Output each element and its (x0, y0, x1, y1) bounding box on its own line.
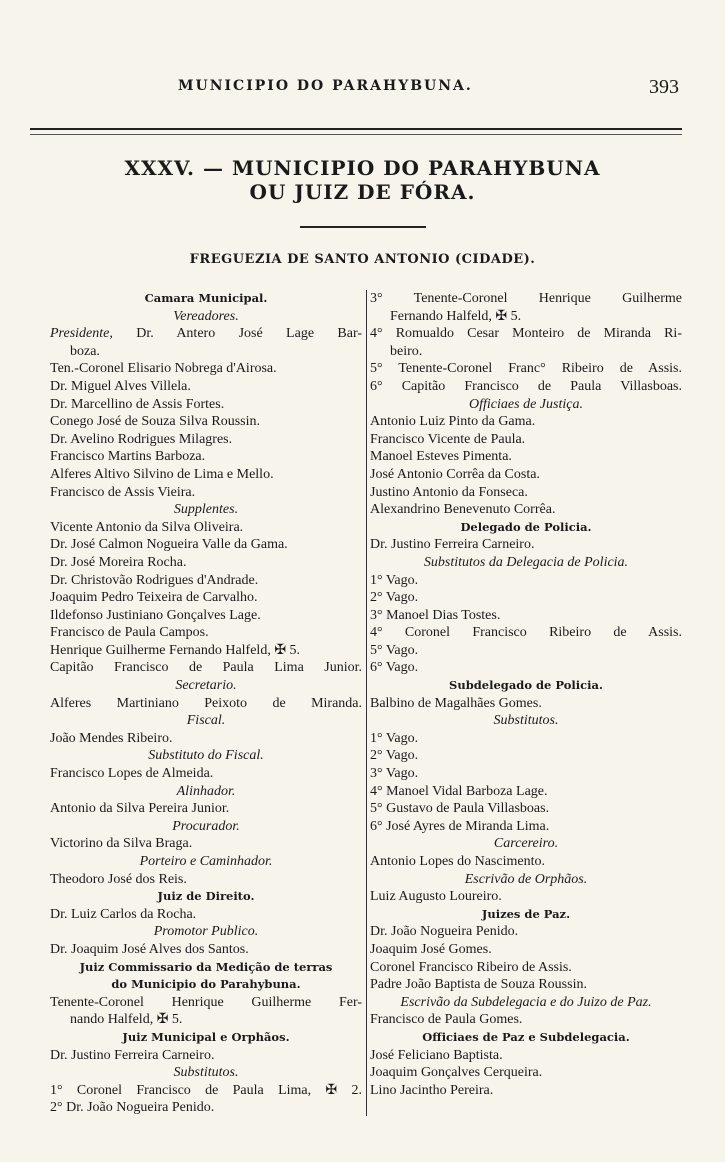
running-head (0, 76, 725, 102)
list-item: Balbino de Magalhães Gomes. (370, 695, 542, 711)
list-item: Dr. Christovão Rodrigues d'Andrade. (50, 572, 259, 588)
chapter-title-line1: XXXV. — MUNICIPIO DO PARAHYBUNA (124, 156, 601, 180)
header-double-rule (30, 128, 682, 135)
heading-juizes-paz: Juizes de Paz. (481, 906, 571, 921)
list-item: Antonio Lopes do Nascimento. (370, 854, 545, 869)
subheading-escrivao-orphaos: Escrivão de Orphãos. (464, 871, 588, 887)
list-item: Francisco de Assis Vieira. (50, 484, 196, 500)
list-item: 4° Romualdo Cesar Monteiro de Miranda Ri- (370, 326, 682, 342)
list-item-role: Presidente, (50, 326, 113, 342)
heading-delegado: Delegado de Policia. (460, 519, 592, 534)
chapter-title-line2: OU JUIZ DE FÓRA. (249, 180, 476, 204)
list-item: Alferes Martiniano Peixoto de Miranda. (50, 695, 362, 711)
list-item: 3° Manoel Dias Tostes. (370, 607, 501, 623)
list-item: Alexandrino Benevenuto Corrêa. (370, 502, 556, 518)
list-item: Joaquim José Gomes. (370, 941, 492, 957)
subheading-carcereiro: Carcereiro. (493, 836, 559, 852)
list-item: 6° Vago. (370, 660, 419, 676)
list-item: Francisco de Paula Campos. (50, 625, 209, 641)
subheading-promotor: Promotor Publico. (153, 924, 259, 940)
list-item: Vicente Antonio da Silva Oliveira. (50, 519, 244, 535)
subheading-alinhador: Alinhador. (176, 783, 236, 799)
list-item: beiro. (390, 343, 423, 359)
list-item: Dr. João Nogueira Penido. (370, 924, 519, 940)
subheading-substitutos-delegacia: Substitutos da Delegacia de Policia. (423, 554, 629, 570)
heading-juiz-municipal: Juiz Municipal e Orphãos. (122, 1029, 290, 1044)
running-head-title: MUNICIPIO DO PARAHYBUNA. (178, 78, 473, 94)
list-item: 5° Tenente-Coronel Franc° Ribeiro de Assis. (370, 361, 682, 377)
list-item: Fernando Halfeld, ✠ 5. (390, 308, 522, 324)
list-item (50, 325, 362, 343)
heading-camara-municipal: Camara Municipal. (144, 291, 268, 305)
list-item: Ildefonso Justiniano Gonçalves Lage. (50, 607, 261, 623)
subheading-substituto-fiscal: Substituto do Fiscal. (148, 748, 264, 764)
list-item: 1° Vago. (370, 572, 419, 588)
list-item: Dr. José Calmon Nogueira Valle da Gama. (50, 537, 288, 553)
list-item: José Antonio Corrêa da Costa. (370, 466, 540, 482)
list-item: Capitão Francisco de Paula Lima Junior. (50, 660, 362, 676)
subheading-officiaes-justica: Officiaes de Justiça. (469, 396, 583, 412)
heading-juiz-direito: Juiz de Direito. (157, 889, 255, 904)
list-item: 2° Vago. (370, 590, 419, 606)
left-column (50, 290, 362, 1117)
list-item: Dr. Marcellino de Assis Fortes. (50, 396, 225, 412)
list-item: Dr. Justino Ferreira Carneiro. (50, 1047, 215, 1063)
list-item: Padre João Baptista de Souza Roussin. (370, 977, 587, 993)
list-item: Dr. Avelino Rodrigues Milagres. (50, 431, 233, 447)
list-item: Francisco Vicente de Paula. (370, 431, 526, 447)
list-item: Joaquim Pedro Teixeira de Carvalho. (50, 590, 258, 606)
list-item: Coronel Francisco Ribeiro de Assis. (370, 959, 572, 975)
subheading-substitutos: Substitutos. (173, 1065, 239, 1081)
page-number: 393 (649, 76, 679, 98)
list-item: 3° Tenente-Coronel Henrique Guilherme (370, 291, 682, 306)
list-item: Francisco Martins Barboza. (50, 449, 206, 465)
subheading-supplentes: Supplentes. (173, 502, 239, 518)
list-item: nando Halfeld, ✠ 5. (70, 1012, 183, 1028)
list-item: Lino Jacintho Pereira. (370, 1082, 494, 1098)
list-item: Luiz Augusto Loureiro. (370, 889, 502, 905)
column-divider (366, 290, 367, 1116)
list-item: Dr. Joaquim José Alves dos Santos. (50, 941, 249, 957)
subheading-substitutos: Substitutos. (493, 713, 559, 729)
list-item: 2° Dr. João Nogueira Penido. (50, 1100, 215, 1116)
heading-juiz-commissario-cont: do Municipio do Parahybuna. (111, 977, 301, 992)
list-item: Theodoro José dos Reis. (50, 871, 187, 887)
subheading-porteiro: Porteiro e Caminhador. (139, 854, 273, 869)
list-item: Alferes Altivo Silvino de Lima e Mello. (50, 466, 274, 482)
list-item: 1° Vago. (370, 730, 419, 746)
section-heading: FREGUEZIA DE SANTO ANTONIO (CIDADE). (189, 252, 536, 267)
subheading-procurador: Procurador. (172, 818, 240, 834)
list-item: Dr. Luiz Carlos da Rocha. (50, 906, 197, 922)
list-item: Manoel Esteves Pimenta. (370, 449, 512, 465)
list-item: 4° Coronel Francisco Ribeiro de Assis. (370, 625, 682, 641)
list-item: Victorino da Silva Braga. (50, 836, 193, 852)
subheading-vereadores: Vereadores. (173, 308, 239, 324)
right-column (370, 290, 682, 1099)
list-item: 6° Capitão Francisco de Paula Villasboas. (370, 378, 682, 394)
list-item: Joaquim Gonçalves Cerqueira. (370, 1065, 543, 1081)
list-item: Francisco de Paula Gomes. (370, 1012, 523, 1028)
list-item: 5° Vago. (370, 642, 419, 658)
list-item: Dr. Justino Ferreira Carneiro. (370, 537, 535, 553)
list-item: 6° José Ayres de Miranda Lima. (370, 818, 550, 834)
list-item: Dr. Miguel Alves Villela. (50, 378, 191, 394)
list-item: João Mendes Ribeiro. (50, 730, 173, 746)
heading-juiz-commissario: Juiz Commissario da Medição de terras (79, 959, 333, 974)
subheading-secretario: Secretario. (175, 678, 237, 694)
list-item: Ten.-Coronel Elisario Nobrega d'Airosa. (50, 361, 277, 377)
heading-subdelegado: Subdelegado de Policia. (449, 678, 603, 693)
list-item: 1° Coronel Francisco de Paula Lima, ✠ 2. (50, 1082, 362, 1098)
list-item: Justino Antonio da Fonseca. (370, 484, 528, 500)
list-item-name: Dr. Antero José Lage Bar- (112, 326, 362, 342)
list-item: 5° Gustavo de Paula Villasboas. (370, 801, 550, 817)
list-item: Antonio da Silva Pereira Junior. (50, 801, 230, 817)
subheading-fiscal: Fiscal. (186, 713, 226, 729)
list-item: Tenente-Coronel Henrique Guilherme Fer- (50, 994, 362, 1010)
list-item: Henrique Guilherme Fernando Halfeld, ✠ 5. (50, 642, 301, 658)
list-item: 2° Vago. (370, 748, 419, 764)
heading-officiaes-paz: Officiaes de Paz e Subdelegacia. (422, 1029, 630, 1044)
list-item: José Feliciano Baptista. (370, 1047, 503, 1063)
list-item: Conego José de Souza Silva Roussin. (50, 414, 260, 430)
list-item: Antonio Luiz Pinto da Gama. (370, 414, 536, 430)
list-item: Dr. José Moreira Rocha. (50, 554, 187, 570)
chapter-rule (300, 226, 426, 228)
list-item: 3° Vago. (370, 766, 419, 782)
list-item: Francisco Lopes de Almeida. (50, 766, 214, 782)
list-item: 4° Manoel Vidal Barboza Lage. (370, 783, 548, 799)
list-item: boza. (70, 343, 100, 359)
subheading-escrivao-subdelegacia: Escrivão da Subdelegacia e do Juizo de Paz. (400, 994, 652, 1010)
